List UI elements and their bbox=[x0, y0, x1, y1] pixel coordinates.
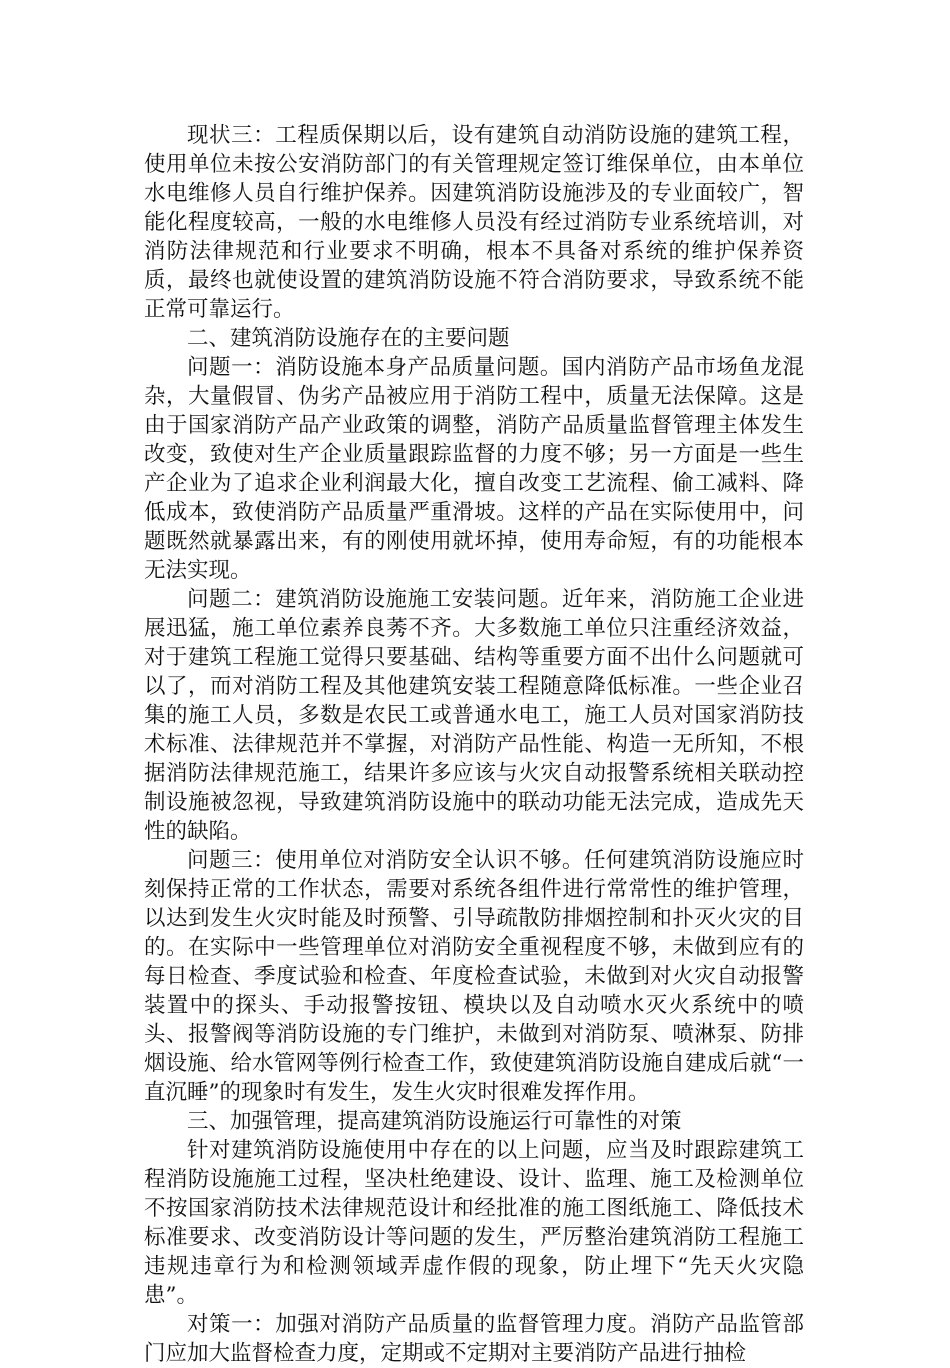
paragraph-status-three: 现状三：工程质保期以后，设有建筑自动消防设施的建筑工程，使用单位未按公安消防部门的有关管理规定签订维保单位，由本单位水电维修人员自行维护保养。因建筑消防设施涉及的专业面较广，智能化程度较高，一般的水电维修人员没有经过消防专业系统培训，对消防法律规范和行业要求不明确，根本不具备对系统的维护保养资质，最终也就使设置的建筑消防设施不符合消防要求，导致系统不能正常可靠运行。 bbox=[144, 123, 804, 322]
paragraph-countermeasure-one: 对策一：加强对消防产品质量的监督管理力度。消防产品监管部门应加大监督检查力度，定期或不定期对主要消防产品进行抽检 bbox=[144, 1312, 804, 1366]
paragraph-problem-two: 问题二：建筑消防设施施工安装问题。近年来，消防施工企业进展迅猛，施工单位素养良莠不齐。大多数施工单位只注重经济效益，对于建筑工程施工觉得只要基础、结构等重要方面不出什么问题就可以了，而对消防工程及其他建筑安装工程随意降低标准。一些企业召集的施工人员，多数是农民工或普通水电工，施工人员对国家消防技术标准、法律规范并不掌握，对消防产品性能、构造一无所知，不根据消防法律规范施工，结果许多应该与火灾自动报警系统相关联动控制设施被忽视，导致建筑消防设施中的联动功能无法完成，造成先天性的缺陷。 bbox=[144, 587, 804, 844]
document-body bbox=[144, 121, 804, 1368]
paragraph-problem-one: 问题一：消防设施本身产品质量问题。国内消防产品市场鱼龙混杂，大量假冒、伪劣产品被应用于消防工程中，质量无法保障。这是由于国家消防产品产业政策的调整，消防产品质量监督管理主体发生改变，致使对生产企业质量跟踪监督的力度不够；另一方面是一些生产企业为了追求企业利润最大化，擅自改变工艺流程、偷工减料、降低成本，致使消防产品质量严重滑坡。这样的产品在实际使用中，问题既然就暴露出来，有的刚使用就坏掉，使用寿命短，有的功能根本无法实现。 bbox=[144, 355, 804, 583]
paragraph-countermeasures-intro: 针对建筑消防设施使用中存在的以上问题，应当及时跟踪建筑工程消防设施施工过程，坚决杜绝建设、设计、监理、施工及检测单位不按国家消防技术法律规范设计和经批准的施工图纸施工、降低技术标准要求、改变消防设计等问题的发生，严厉整治建筑消防工程施工违规违章行为和检测领域弄虚作假的现象，防止埋下“先天火灾隐患”。 bbox=[144, 1138, 804, 1308]
section-heading-countermeasures: 三、加强管理，提高建筑消防设施运行可靠性的对策 bbox=[187, 1109, 682, 1134]
section-heading-main-problems: 二、建筑消防设施存在的主要问题 bbox=[187, 326, 510, 351]
paragraph-problem-three: 问题三：使用单位对消防安全认识不够。任何建筑消防设施应时刻保持正常的工作状态，需要对系统各组件进行常常性的维护管理，以达到发生火灾时能及时预警、引导疏散防排烟控制和扑灭火灾的目的。在实际中一些管理单位对消防安全重视程度不够，未做到应有的每日检查、季度试验和检查、年度检查试验，未做到对火灾自动报警装置中的探头、手动报警按钮、模块以及自动喷水灭火系统中的喷头、报警阀等消防设施的专门维护，未做到对消防泵、喷淋泵、防排烟设施、给水管网等例行检查工作，致使建筑消防设施自建成后就“一直沉睡”的现象时有发生，发生火灾时很难发挥作用。 bbox=[144, 848, 804, 1105]
